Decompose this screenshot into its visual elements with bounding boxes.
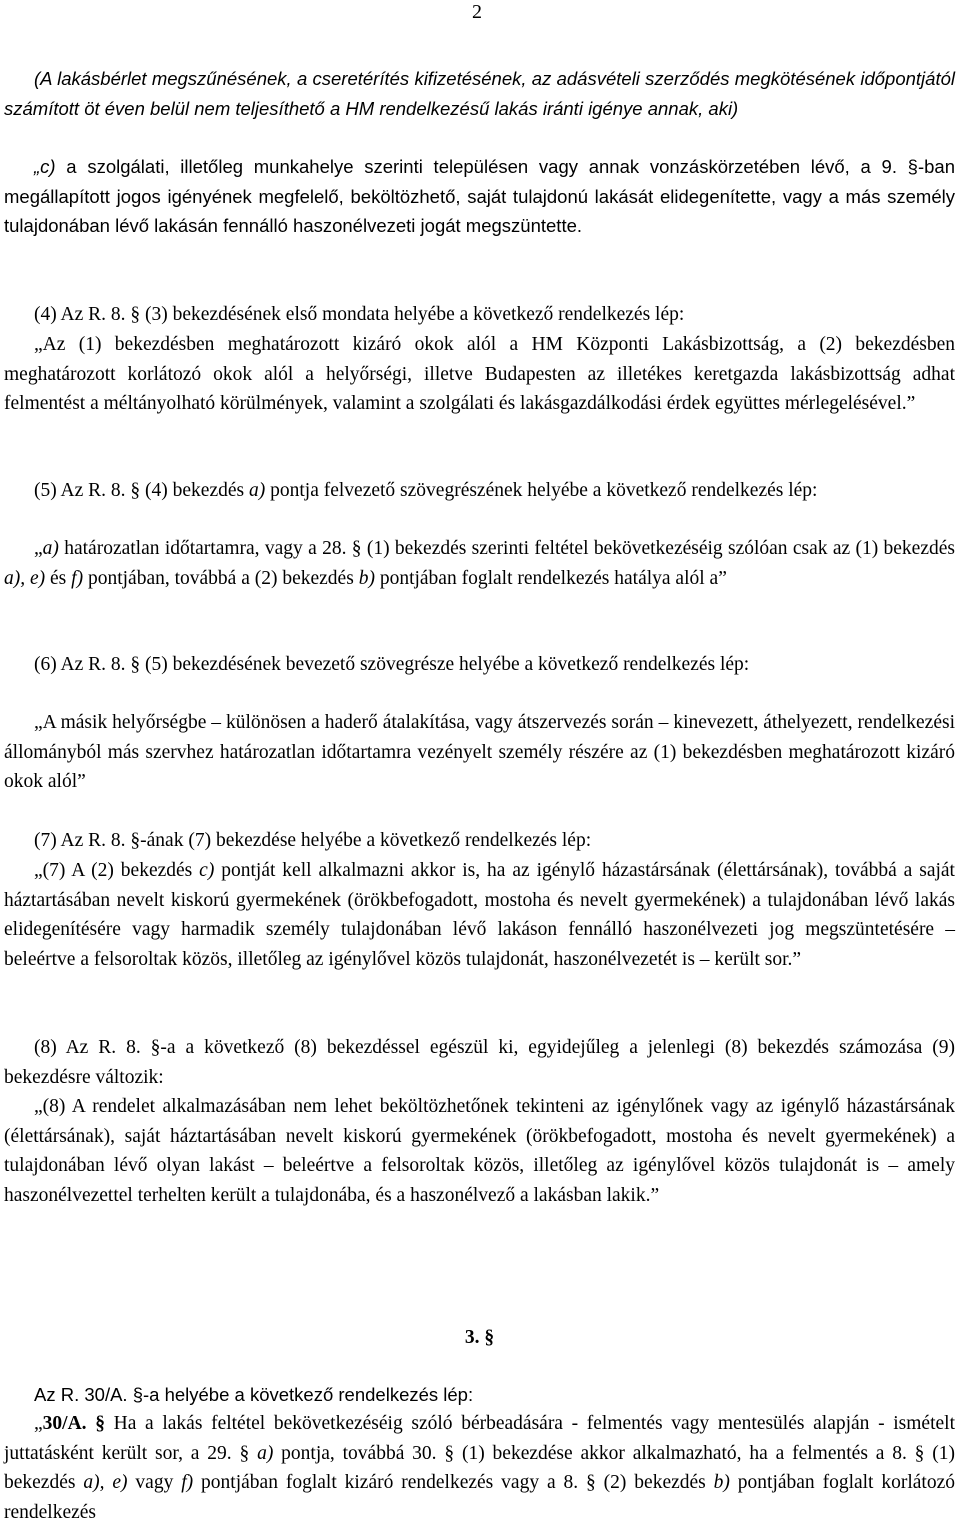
intro-heading: (A lakásbérlet megszűnésének, a cseretérítés kifizetésének, az adásvételi szerződés megkötésének időpontjától számított öt éven belül nem teljesíthető a HM rendelkezésű lakás iránti igénye annak, aki) [4,68,955,119]
paragraph-8-lead: (8) Az R. 8. §-a a következő (8) bekezdéssel egészül ki, egyidejűleg a jelenlegi (8) bekezdés számozása (9) bekezdésre változik: [4,1037,955,1088]
section-3-lead: Az R. 30/A. §-a helyébe a következő rendelkezés lép: [34,1384,474,1405]
section-3-heading: 3. § [464,1327,495,1348]
intro-point-c: „c) a szolgálati, illetőleg munkahelye szerinti településen vagy annak vonzáskörzetében lévő, a 9. §-ban megállapított jogos igényének megfelelő, beköltözhető, saját tulajdonú lakását elidegenítette, vagy a más személy tulajdonában lévő lakásán fennálló haszonélvezeti jogát megszüntette. [4,156,955,236]
page-number: 2 [472,1,482,23]
paragraph-6-body: „A másik helyőrségbe – különösen a haderő átalakítása, vagy átszervezés során – kinevezett, áthelyezett, rendelkezési állományból más szervhez határozatlan időtartamra vezényelt személy részére az (1) bekezdésben meghatározott kizáró okok alól” [4,712,955,792]
paragraph-7-lead: (7) Az R. 8. §-ának (7) bekezdése helyébe a következő rendelkezés lép: [34,830,592,851]
paragraph-4-body: „Az (1) bekezdésben meghatározott kizáró okok alól a HM Központi Lakásbizottság, a (2) bekezdésben meghatározott korlátozó okok alól a helyőrségi, illetve Budapesten az illetékes keretgazda lakásbizottság adhat felmentést a méltányolható körülmények, valamint a szolgálati és lakásgazdálkodási érdek együttes mérlegelésével.” [4,334,955,414]
paragraph-7-body: „(7) A (2) bekezdés c) pontját kell alkalmazni akkor is, ha az igénylő házastársának (élettársának), továbbá a saját háztartásában nevelt kiskorú gyermekének (örökbefogadott, mostoha és nevelt gyermekének) a tulajdonában lévő lakás elidegenítésére vagy harmadik személy tulajdonában lévő lakáson fennálló haszonélvezeti jog megszüntetésére – beleértve a felsoroltak közös, illetőleg az igénylővel közös tulajdonát, haszonélvezetét is – került sor.” [4,860,955,970]
paragraph-5-body: „a) határozatlan időtartamra, vagy a 28. § (1) bekezdés szerinti feltétel bekövetkezéséig szólóan csak az (1) bekezdés a), e) és f) pontjában, továbbá a (2) bekezdés b) pontjában foglalt rendelkezés hatálya alól a” [4,538,955,589]
paragraph-4-lead: (4) Az R. 8. § (3) bekezdésének első mondata helyébe a következő rendelkezés lép: [34,304,685,325]
section-3-body: „30/A. § Ha a lakás feltétel bekövetkezéséig szóló bérbeadására - felmentés vagy mentesülés alapján - ismételt juttatásként került sor, a 29. § a) pontja, továbbá 30. § (1) bekezdése akkor alkalmazható, ha a felmentés a 8. § (1) bekezdés a), e) vagy f) pontjában foglalt kizáró rendelkezés vagy a 8. § (2) bekezdés b) pontjában foglalt korlátozó rendelkezés [4,1413,956,1523]
paragraph-8-body: „(8) A rendelet alkalmazásában nem lehet beköltözhetőnek tekinteni az igénylőnek vagy az igénylő házastársának (élettársának), saját háztartásában nevelt kiskorú gyermekének (örökbefogadott, mostoha és nevelt gyermekének) a tulajdonában lévő olyan lakást – beleértve a felsoroltak közös, illetőleg az igénylővel közös tulajdonát is – amely haszonélvezettel terhelten került a tulajdonába, és a haszonélvező a lakásban lakik.” [4,1096,955,1206]
paragraph-6-lead: (6) Az R. 8. § (5) bekezdésének bevezető szövegrésze helyébe a következő rendelkezés lép: [34,654,750,675]
paragraph-5-lead: (5) Az R. 8. § (4) bekezdés a) pontja felvezető szövegrészének helyébe a következő rendelkezés lép: [34,480,818,501]
